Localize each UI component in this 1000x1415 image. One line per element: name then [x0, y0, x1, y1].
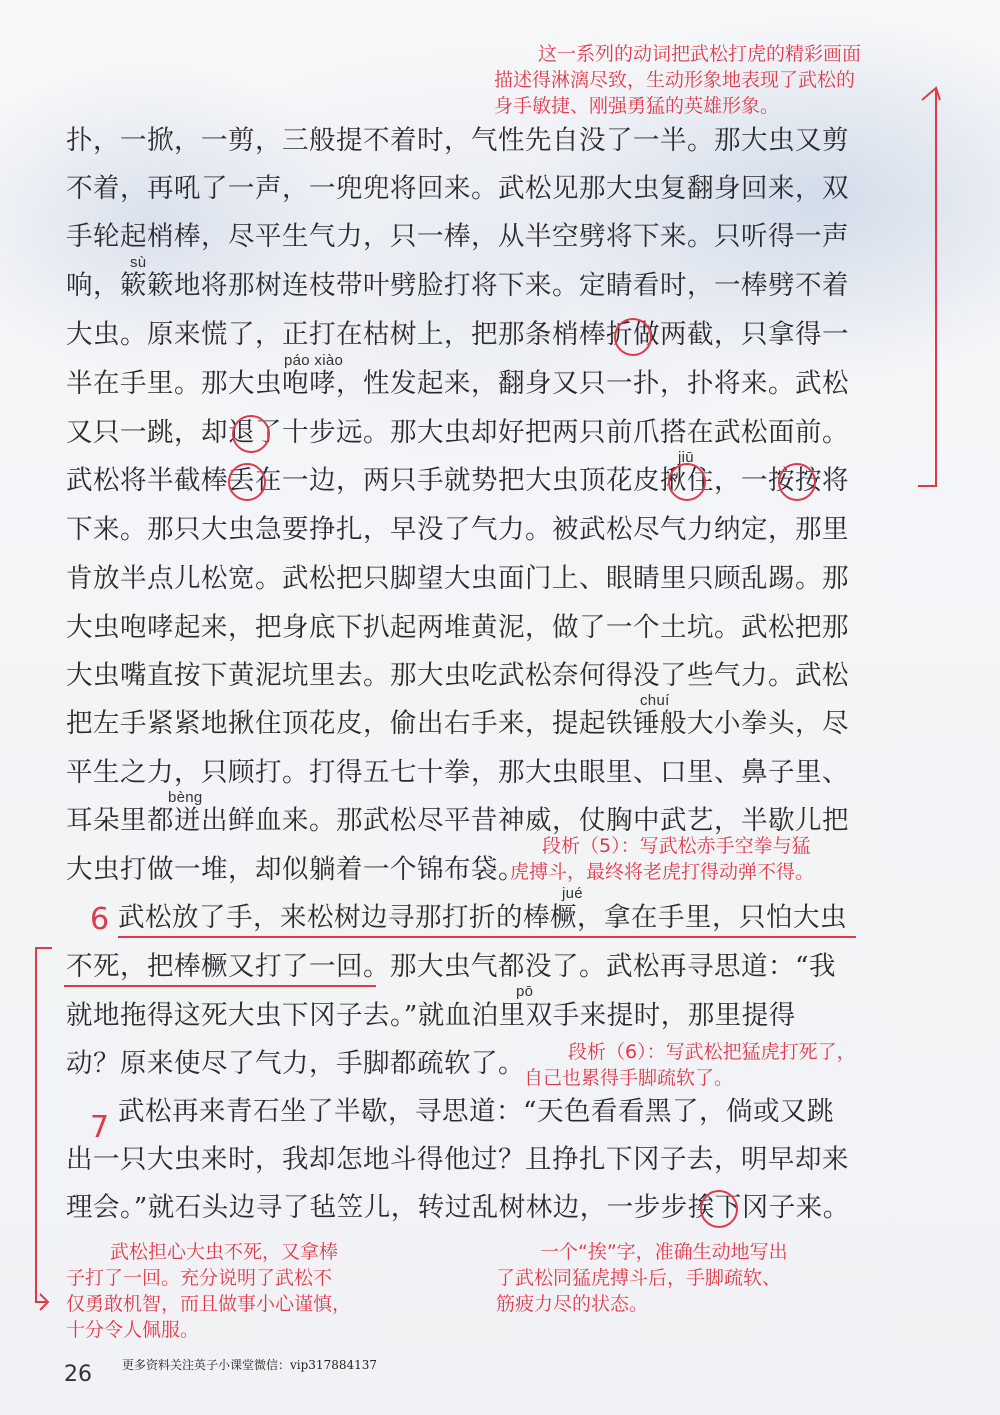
text-line: 把左手紧紧地揪住顶花皮，偷出右手来，提起铁锤般大小拳头，尽 — [66, 708, 849, 739]
pinyin-paoxiao: páo xiào — [284, 352, 344, 369]
annotation-bottom-right-line-1: 一个“挨”字，准确生动地写出 — [540, 1241, 788, 1263]
bracket-right-line — [918, 90, 936, 486]
text-line: 耳朵里都迸出鲜血来。那武松尽平昔神威，仗胸中武艺，半歇儿把 — [66, 805, 849, 836]
text-line: 半在手里。那大虫咆哮，性发起来，翻身又只一扑，扑将来。武松 — [66, 368, 849, 399]
text-line: 肯放半点儿松宽。武松把只脚望大虫面门上、眼睛里只顾乱踢。那 — [66, 563, 849, 594]
paragraph-number-7: 7 — [90, 1110, 110, 1145]
annotation-bottom-left-line-3: 仅勇敢机智，而且做事小心谨慎， — [66, 1293, 352, 1315]
text-line: 动？原来使尽了气力，手脚都疏软了。 — [66, 1048, 525, 1079]
text-line: 大虫嘴直按下黄泥坑里去。那大虫吃武松奈何得没了些气力。武松 — [66, 660, 849, 691]
annotation-para6-line-2: 自己也累得手脚疏软了。 — [524, 1067, 734, 1089]
pinyin-beng: bèng — [168, 789, 203, 806]
annotation-bottom-right-line-2: 了武松同猛虎搏斗后，手脚疏软、 — [496, 1267, 782, 1289]
annotation-para6-line-1: 段析（6）：写武松把猛虎打死了， — [568, 1041, 856, 1063]
pinyin-su: sù — [130, 254, 147, 271]
pinyin-chui: chuí — [640, 692, 670, 709]
annotation-bottom-left-line-4: 十分令人佩服。 — [66, 1319, 200, 1341]
text-line: 大虫咆哮起来，把身底下扒起两堆黄泥，做了一个土坑。武松把那 — [66, 612, 849, 643]
text-line: 响，簌簌地将那树连枝带叶劈脸打将下来。定睛看时，一棒劈不着 — [66, 270, 849, 301]
text-line: 大虫打做一堆，却似躺着一个锦布袋。 — [66, 854, 525, 885]
text-line: 大虫。原来慌了，正打在枯树上，把那条梢棒折做两截，只拿得一 — [66, 319, 849, 350]
annotation-bottom-left-line-1: 武松担心大虫不死，又拿棒 — [110, 1241, 339, 1263]
bracket-left-line — [36, 948, 52, 1302]
pinyin-po: pō — [516, 983, 534, 1000]
text-line: 就地拖得这死大虫下冈子去。”就血泊里双手来提时，那里提得 — [66, 1000, 796, 1031]
text-line: 下来。那只大虫急要挣扎，早没了气力。被武松尽气力纳定，那里 — [66, 514, 849, 545]
annotation-top-line-3: 身手敏捷、刚强勇猛的英雄形象。 — [494, 95, 780, 117]
text-line: 理会。”就石头边寻了毡笠儿，转过乱树林边，一步步挨下冈子来。 — [66, 1192, 850, 1223]
text-line: 不死，把棒橛又打了一回。那大虫气都没了。武松再寻思道：“我 — [66, 951, 837, 982]
text-line: 又只一跳，却退了十步远。那大虫却好把两只前爪搭在武松面前。 — [66, 417, 849, 448]
annotation-bottom-left-line-2: 子打了一回。充分说明了武松不 — [66, 1267, 333, 1289]
text-line: 武松放了手，来松树边寻那打折的棒橛，拿在手里，只怕大虫 — [118, 902, 847, 933]
annotation-top-line-1: 这一系列的动词把武松打虎的精彩画面 — [538, 43, 862, 65]
footer-note: 更多资料关注英子小课堂微信：vip317884137 — [122, 1358, 378, 1372]
annotation-bottom-right-line-3: 筋疲力尽的状态。 — [496, 1293, 649, 1315]
text-line: 扑，一掀，一剪，三般提不着时，气性先自没了一半。那大虫又剪 — [66, 125, 849, 156]
text-line: 不着，再吼了一声，一兜兜将回来。武松见那大虫复翻身回来，双 — [66, 173, 849, 204]
text-line: 武松再来青石坐了半歇，寻思道：“天色看看黑了，倘或又跳 — [118, 1096, 835, 1127]
paragraph-number-6: 6 — [90, 902, 110, 937]
annotation-top-line-2: 描述得淋漓尽致，生动形象地表现了武松的 — [494, 69, 856, 91]
text-line: 手轮起梢棒，尽平生气力，只一棒，从半空劈将下来。只听得一声 — [66, 221, 849, 252]
text-line: 平生之力，只顾打。打得五七十拳，那大虫眼里、口里、鼻子里、 — [66, 757, 849, 788]
pinyin-jue: jué — [562, 885, 583, 902]
bracket-right-top — [922, 88, 940, 100]
text-line: 武松将半截棒丢在一边，两只手就势把大虫顶花皮揪住，一按按将 — [66, 465, 849, 496]
annotation-para5-line-1: 段析（5）：写武松赤手空拳与猛 — [542, 835, 811, 857]
pinyin-jiu: jiū — [678, 449, 694, 466]
text-line: 出一只大虫来时，我却怎地斗得他过？且挣扎下冈子去，明早却来 — [66, 1144, 849, 1175]
page-number: 26 — [64, 1362, 92, 1387]
annotation-para5-line-2: 虎搏斗，最终将老虎打得动弹不得。 — [510, 861, 815, 883]
